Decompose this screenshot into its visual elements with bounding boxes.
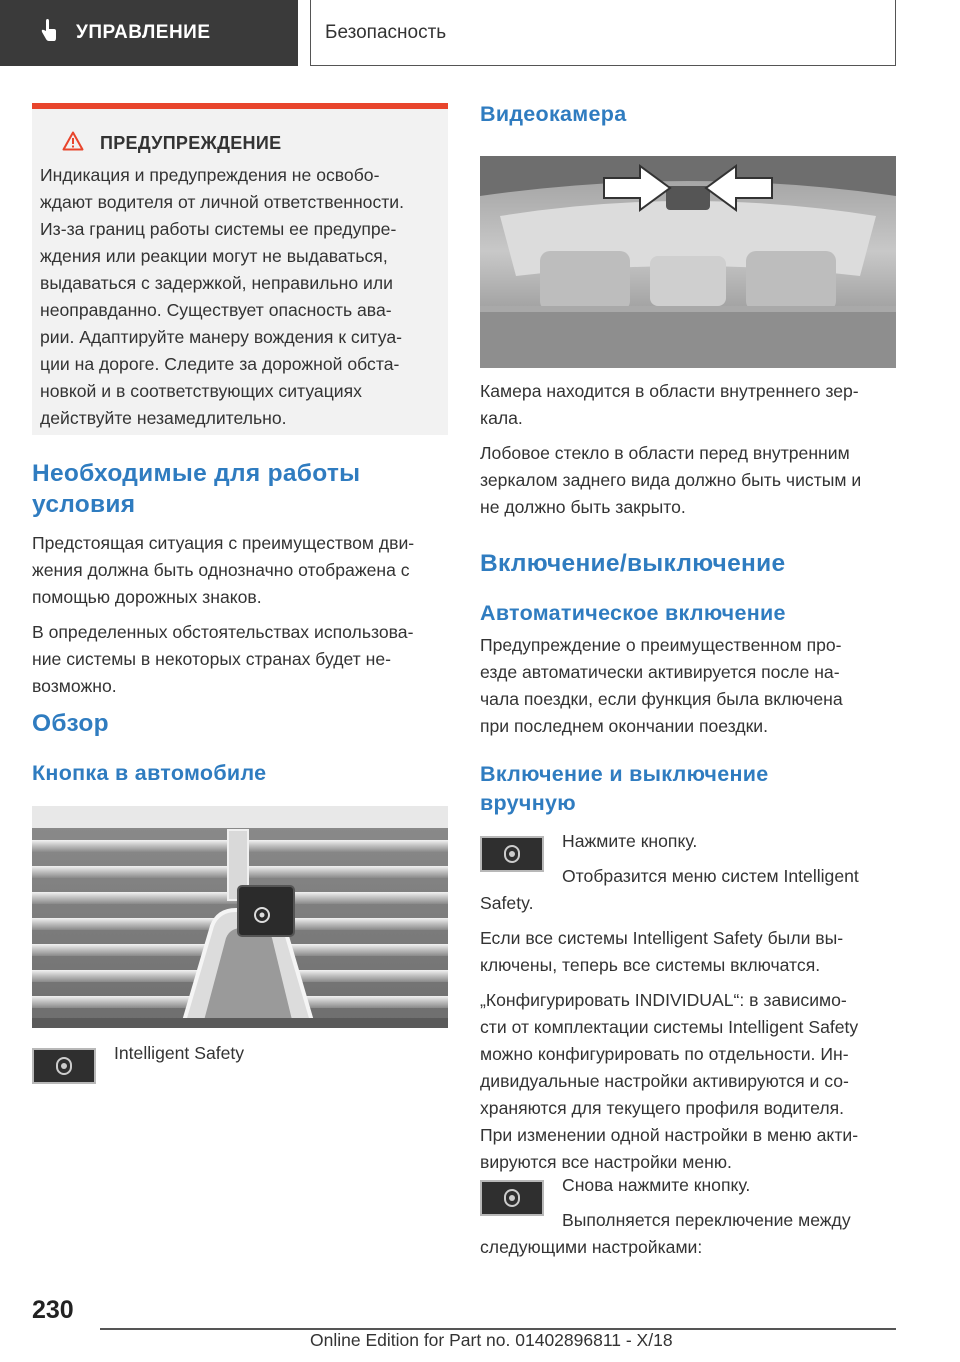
- step-2: [480, 1172, 896, 1269]
- page-number: 230: [32, 1296, 74, 1324]
- camera-heading: Видеокамера: [480, 102, 627, 126]
- para-all-off: Если все системы Intelligent Safety были вы- ключены, теперь все системы включатся.: [480, 928, 844, 975]
- auto-switch-para: Предупреждение о преимущественном про- езде автоматически активируется после на- чала поездки, если функция была включена при последнем окончании поездки.: [480, 635, 843, 736]
- section-title: Безопасность: [310, 0, 896, 66]
- switching-heading: Включение/выключение: [480, 550, 786, 577]
- page-header: [0, 0, 960, 66]
- camera-section: [480, 100, 896, 129]
- warning-label: ПРЕДУПРЕЖДЕНИЕ: [100, 133, 282, 153]
- intelligent-safety-button-icon[interactable]: [32, 1048, 96, 1084]
- camera-para-2: Лобовое стекло в области перед внутренним зеркалом заднего вида должно быть чистым и не должно быть закрыто.: [480, 443, 862, 517]
- step1-result-a: Отобразится меню систем Intelligent: [562, 866, 859, 886]
- intelligent-safety-caption: Intelligent Safety: [114, 1043, 245, 1063]
- conditions-para-1: Предстоящая ситуация с преимуществом дви- жения должна быть однозначно отображена с помощью дорожных знаков.: [32, 533, 415, 607]
- overview-heading: Обзор: [32, 710, 109, 737]
- chapter-tab: [0, 0, 298, 66]
- intelligent-safety-button-icon-step1[interactable]: [480, 836, 544, 872]
- switching-section: [480, 548, 896, 818]
- warning-triangle-icon: [62, 131, 84, 156]
- step1-result-b: Safety.: [480, 893, 534, 913]
- button-subheading: Кнопка в автомобиле: [32, 761, 267, 785]
- grille-button-photo: [32, 806, 448, 1028]
- conditions-heading: Необходимые для работы условия: [32, 460, 361, 518]
- intelligent-safety-button-icon-step2[interactable]: [480, 1180, 544, 1216]
- hand-pointer-icon: [40, 19, 58, 48]
- step2-instruction: Снова нажмите кнопку.: [562, 1175, 751, 1195]
- windshield-camera-photo: [480, 156, 896, 368]
- step-1: [480, 828, 896, 1184]
- chapter-title: УПРАВЛЕНИЕ: [76, 22, 211, 43]
- manual-switch-heading: Включение и выключение вручную: [480, 762, 769, 815]
- para-config: „Конфигурировать INDIVIDUAL“: в зависимо- сти от комплектации системы Intelligent Safety можно конфигурировать по отдельности. Ин- дивидуальные настройки активируются и со- храняются для текущего профиля водителя. При изменении одной настройки в меню акти- вируются все настройки меню.: [480, 990, 859, 1172]
- auto-switch-heading: Автоматическое включение: [480, 601, 786, 625]
- conditions-para-2: В определенных обстоятельствах использова- ние системы в некоторых странах будет не- возможно.: [32, 622, 414, 696]
- step1-instruction: Нажмите кнопку.: [562, 831, 698, 851]
- warning-text: Индикация и предупреждения не освобо- ждают водителя от личной ответственности. Из-за границ работы системы ее предупре- ждения или реакции могут не выдаваться, выдаваться с задержкой, неправильно или неоправданно. Существует опасность ава- рии. Адаптируйте манеру вождения к ситуа- ции на дороге. Следите за дорожной обста- новкой и в соответствующих ситуациях действуйте незамедлительно.: [40, 165, 405, 428]
- intelligent-safety-row: [32, 1040, 448, 1084]
- conditions-section: [32, 458, 448, 708]
- overview-section: [32, 708, 448, 788]
- edition-text: Online Edition for Part no. 01402896811 - X/18: [310, 1330, 673, 1350]
- camera-text: [480, 378, 896, 529]
- step2-result-a: Выполняется переключение между: [562, 1210, 851, 1230]
- camera-para-1: Камера находится в области внутреннего зер- кала.: [480, 381, 859, 428]
- step2-result-b: следующими настройками:: [480, 1237, 703, 1257]
- warning-box: [32, 103, 448, 435]
